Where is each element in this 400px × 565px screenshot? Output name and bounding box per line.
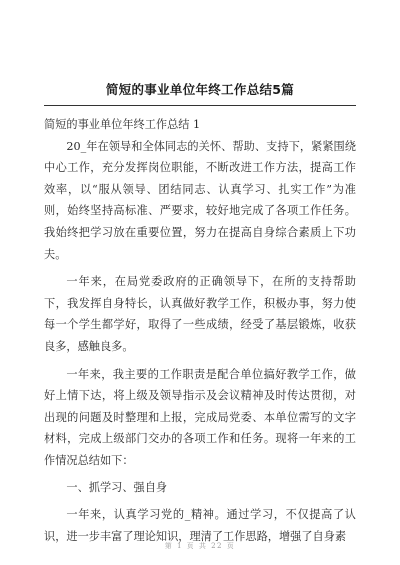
- body-paragraph-4: 一年来，认真学习党的_精神。通过学习，不仅提高了认识，进一步丰富了理论知识，理清了工作思路，增强了自身素: [44, 508, 356, 543]
- body-paragraph-3: 一年来，我主要的工作职责是配合单位搞好教学工作，做好上情下达，将上级及领导指示及会议精神及时传达贯彻，对出现的问题及时整理和上报，完成局党委、本单位需写的文字材料，完成上级部门交办的各项工作和任务。现将一年来的工作情况总结如下：: [44, 367, 356, 467]
- page-footer: 第 1 页 共 22 页: [164, 542, 236, 550]
- document-title: 简短的事业单位年终工作总结5篇: [105, 82, 295, 97]
- section-heading: 一、抓学习、强自身: [66, 480, 168, 494]
- document-body: [44, 114, 356, 547]
- document-subheading: 简短的事业单位年终工作总结 1: [44, 118, 201, 131]
- body-paragraph-2: 一年来，在局党委政府的正确领导下，在所的支持帮助下，我发挥自身特长，认真做好教学工作，积极办事，努力使每一个学生都学好，取得了一些成绩，经受了基层锻炼，收获良多，感触良多。: [44, 275, 356, 353]
- title-divider: [44, 105, 356, 106]
- body-paragraph-1: 20_年在领导和全体同志的关怀、帮助、支持下，紧紧围绕中心工作，充分发挥岗位职能，不断改进工作方法，提高工作效率，以“服从领导、团结同志、认真学习、扎实工作”为准则，始终坚持高标准、严要求，较好地完成了各项工作任务。我始终把学习放在重要位置，努力在提高自身综合素质上下功夫。: [44, 139, 356, 261]
